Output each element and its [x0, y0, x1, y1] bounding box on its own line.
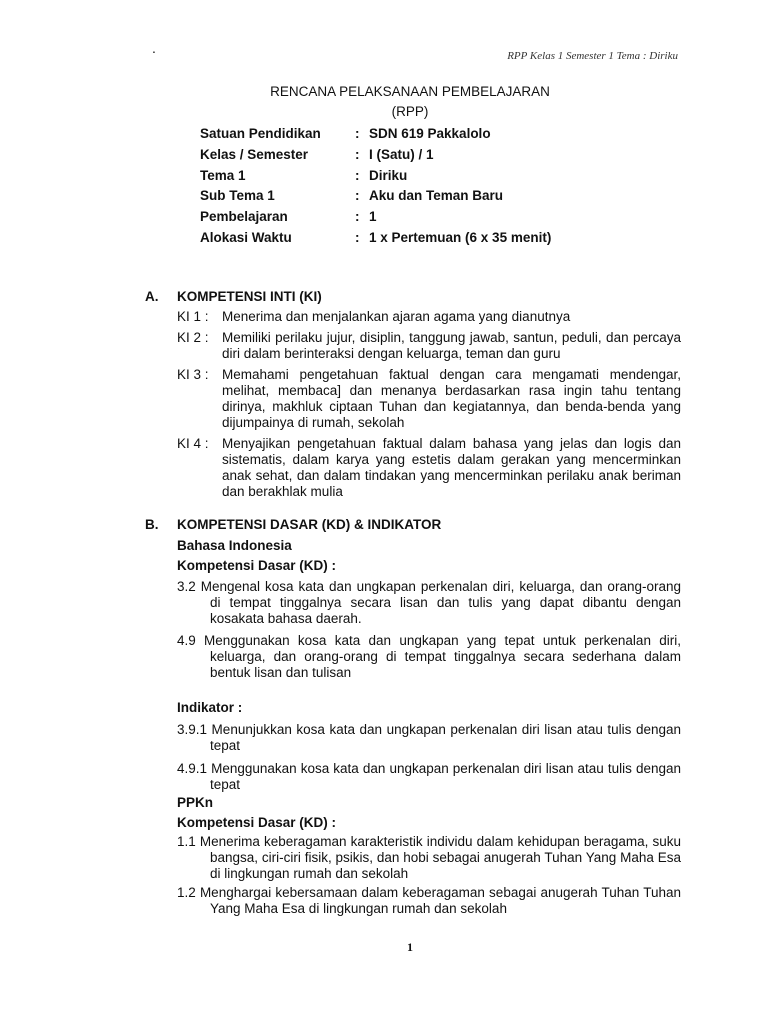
meta-row	[200, 207, 551, 228]
kd-list-ppkn	[177, 834, 681, 921]
meta-label: Kelas / Semester	[200, 146, 309, 162]
kd-item: 1.2 Menghargai kebersamaan dalam keberagaman sebagai anugerah Tuhan Tuhan Yang Maha Esa di lingkungan rumah dan sekolah	[177, 885, 681, 916]
meta-row	[200, 166, 551, 187]
ki-label: KI 3 :	[177, 367, 209, 382]
meta-row	[200, 145, 551, 166]
page-number: 1	[407, 940, 413, 954]
section-b-heading	[145, 517, 441, 532]
meta-colon: :	[355, 167, 360, 183]
meta-row	[200, 228, 551, 249]
meta-value: I (Satu) / 1	[369, 146, 434, 162]
document-title: RENCANA PELAKSANAAN PEMBELAJARAN	[270, 84, 550, 99]
meta-colon: :	[355, 126, 360, 141]
document-subtitle: (RPP)	[391, 104, 429, 119]
meta-label: Alokasi Waktu	[200, 229, 292, 245]
indicator-list	[177, 722, 681, 797]
page-marker: .	[152, 40, 156, 56]
section-a-letter: A.	[145, 289, 159, 304]
section-b-title: KOMPETENSI DASAR (KD) & INDIKATOR	[177, 517, 442, 532]
ki-list	[177, 309, 681, 505]
ki-text: Menerima dan menjalankan ajaran agama yang dianutnya	[222, 309, 571, 324]
kd-list-bahasa	[177, 579, 681, 685]
meta-value: SDN 619 Pakkalolo	[369, 126, 491, 141]
subject-bahasa: Bahasa Indonesia	[177, 538, 292, 553]
ki-item	[177, 309, 681, 325]
ki-text: Memiliki perilaku jujur, disiplin, tanggung jawab, santun, peduli, dan percaya diri dalam berinteraksi dengan keluarga, teman dan guru	[222, 330, 681, 361]
indicator-item: 3.9.1 Menunjukkan kosa kata dan ungkapan perkenalan diri lisan atau tulis dengan tepat	[177, 722, 681, 753]
kd-heading-ppkn: Kompetensi Dasar (KD) :	[177, 815, 337, 830]
ki-label: KI 1 :	[177, 309, 209, 324]
meta-label: Satuan Pendidikan	[200, 126, 321, 141]
meta-value: Diriku	[369, 167, 408, 183]
meta-value: 1	[369, 209, 377, 225]
ki-label: KI 2 :	[177, 330, 209, 345]
ki-item	[177, 436, 681, 500]
meta-label: Sub Tema 1	[200, 188, 275, 204]
meta-row	[200, 124, 551, 145]
section-b-letter: B.	[145, 517, 159, 532]
ki-text: Memahami pengetahuan faktual dengan cara mengamati mendengar, melihat, membaca] dan menanya berdasarkan rasa ingin tahu tentang dirinya, makhluk ciptaan Tuhan dan kegiatannya, dan benda-benda yang dijumpainya di rumah, sekolah	[222, 367, 681, 430]
kd-item: 1.1 Menerima keberagaman karakteristik individu dalam kehidupan beragama, suku bangsa, ciri-ciri fisik, psikis, dan hobi sebagai anugerah Tuhan Yang Maha Esa di lingkungan rumah dan sekolah	[177, 834, 681, 881]
identity-table	[200, 124, 551, 249]
section-a-heading	[145, 289, 322, 304]
meta-label: Tema 1	[200, 167, 246, 183]
meta-value: Aku dan Teman Baru	[369, 188, 504, 204]
kd-heading-bahasa: Kompetensi Dasar (KD) :	[177, 558, 337, 573]
meta-row	[200, 186, 551, 207]
kd-item: 4.9 Menggunakan kosa kata dan ungkapan yang tepat untuk perkenalan diri, keluarga, dan orang-orang di tempat tinggalnya secara sederhana dalam bentuk lisan dan tulisan	[177, 633, 681, 680]
meta-colon: :	[355, 146, 360, 162]
kd-item: 3.2 Mengenal kosa kata dan ungkapan perkenalan diri, keluarga, dan orang-orang di tempat tinggalnya secara lisan dan tulis yang dapat dibantu dengan kosakata bahasa daerah.	[177, 579, 681, 626]
running-header: RPP Kelas 1 Semester 1 Tema : Diriku	[507, 50, 678, 62]
ki-item	[177, 367, 681, 431]
meta-colon: :	[355, 188, 360, 204]
ki-label: KI 4 :	[177, 436, 209, 451]
meta-colon: :	[355, 229, 360, 245]
ki-item	[177, 330, 681, 362]
meta-label: Pembelajaran	[200, 209, 288, 225]
ki-text: Menyajikan pengetahuan faktual dalam bahasa yang jelas dan logis dan sistematis, dalam karya yang estetis dalam gerakan yang mencerminkan anak sehat, dan dalam tindakan yang mencerminkan perilaku anak beriman dan berakhlak mulia	[222, 436, 681, 499]
subject-ppkn: PPKn	[177, 795, 214, 810]
indicator-heading: Indikator :	[177, 700, 243, 715]
meta-value: 1 x Pertemuan (6 x 35 menit)	[369, 229, 552, 245]
indicator-item: 4.9.1 Menggunakan kosa kata dan ungkapan perkenalan diri lisan atau tulis dengan tepat	[177, 761, 681, 792]
meta-colon: :	[355, 209, 360, 225]
section-a-title: KOMPETENSI INTI (KI)	[177, 289, 322, 304]
